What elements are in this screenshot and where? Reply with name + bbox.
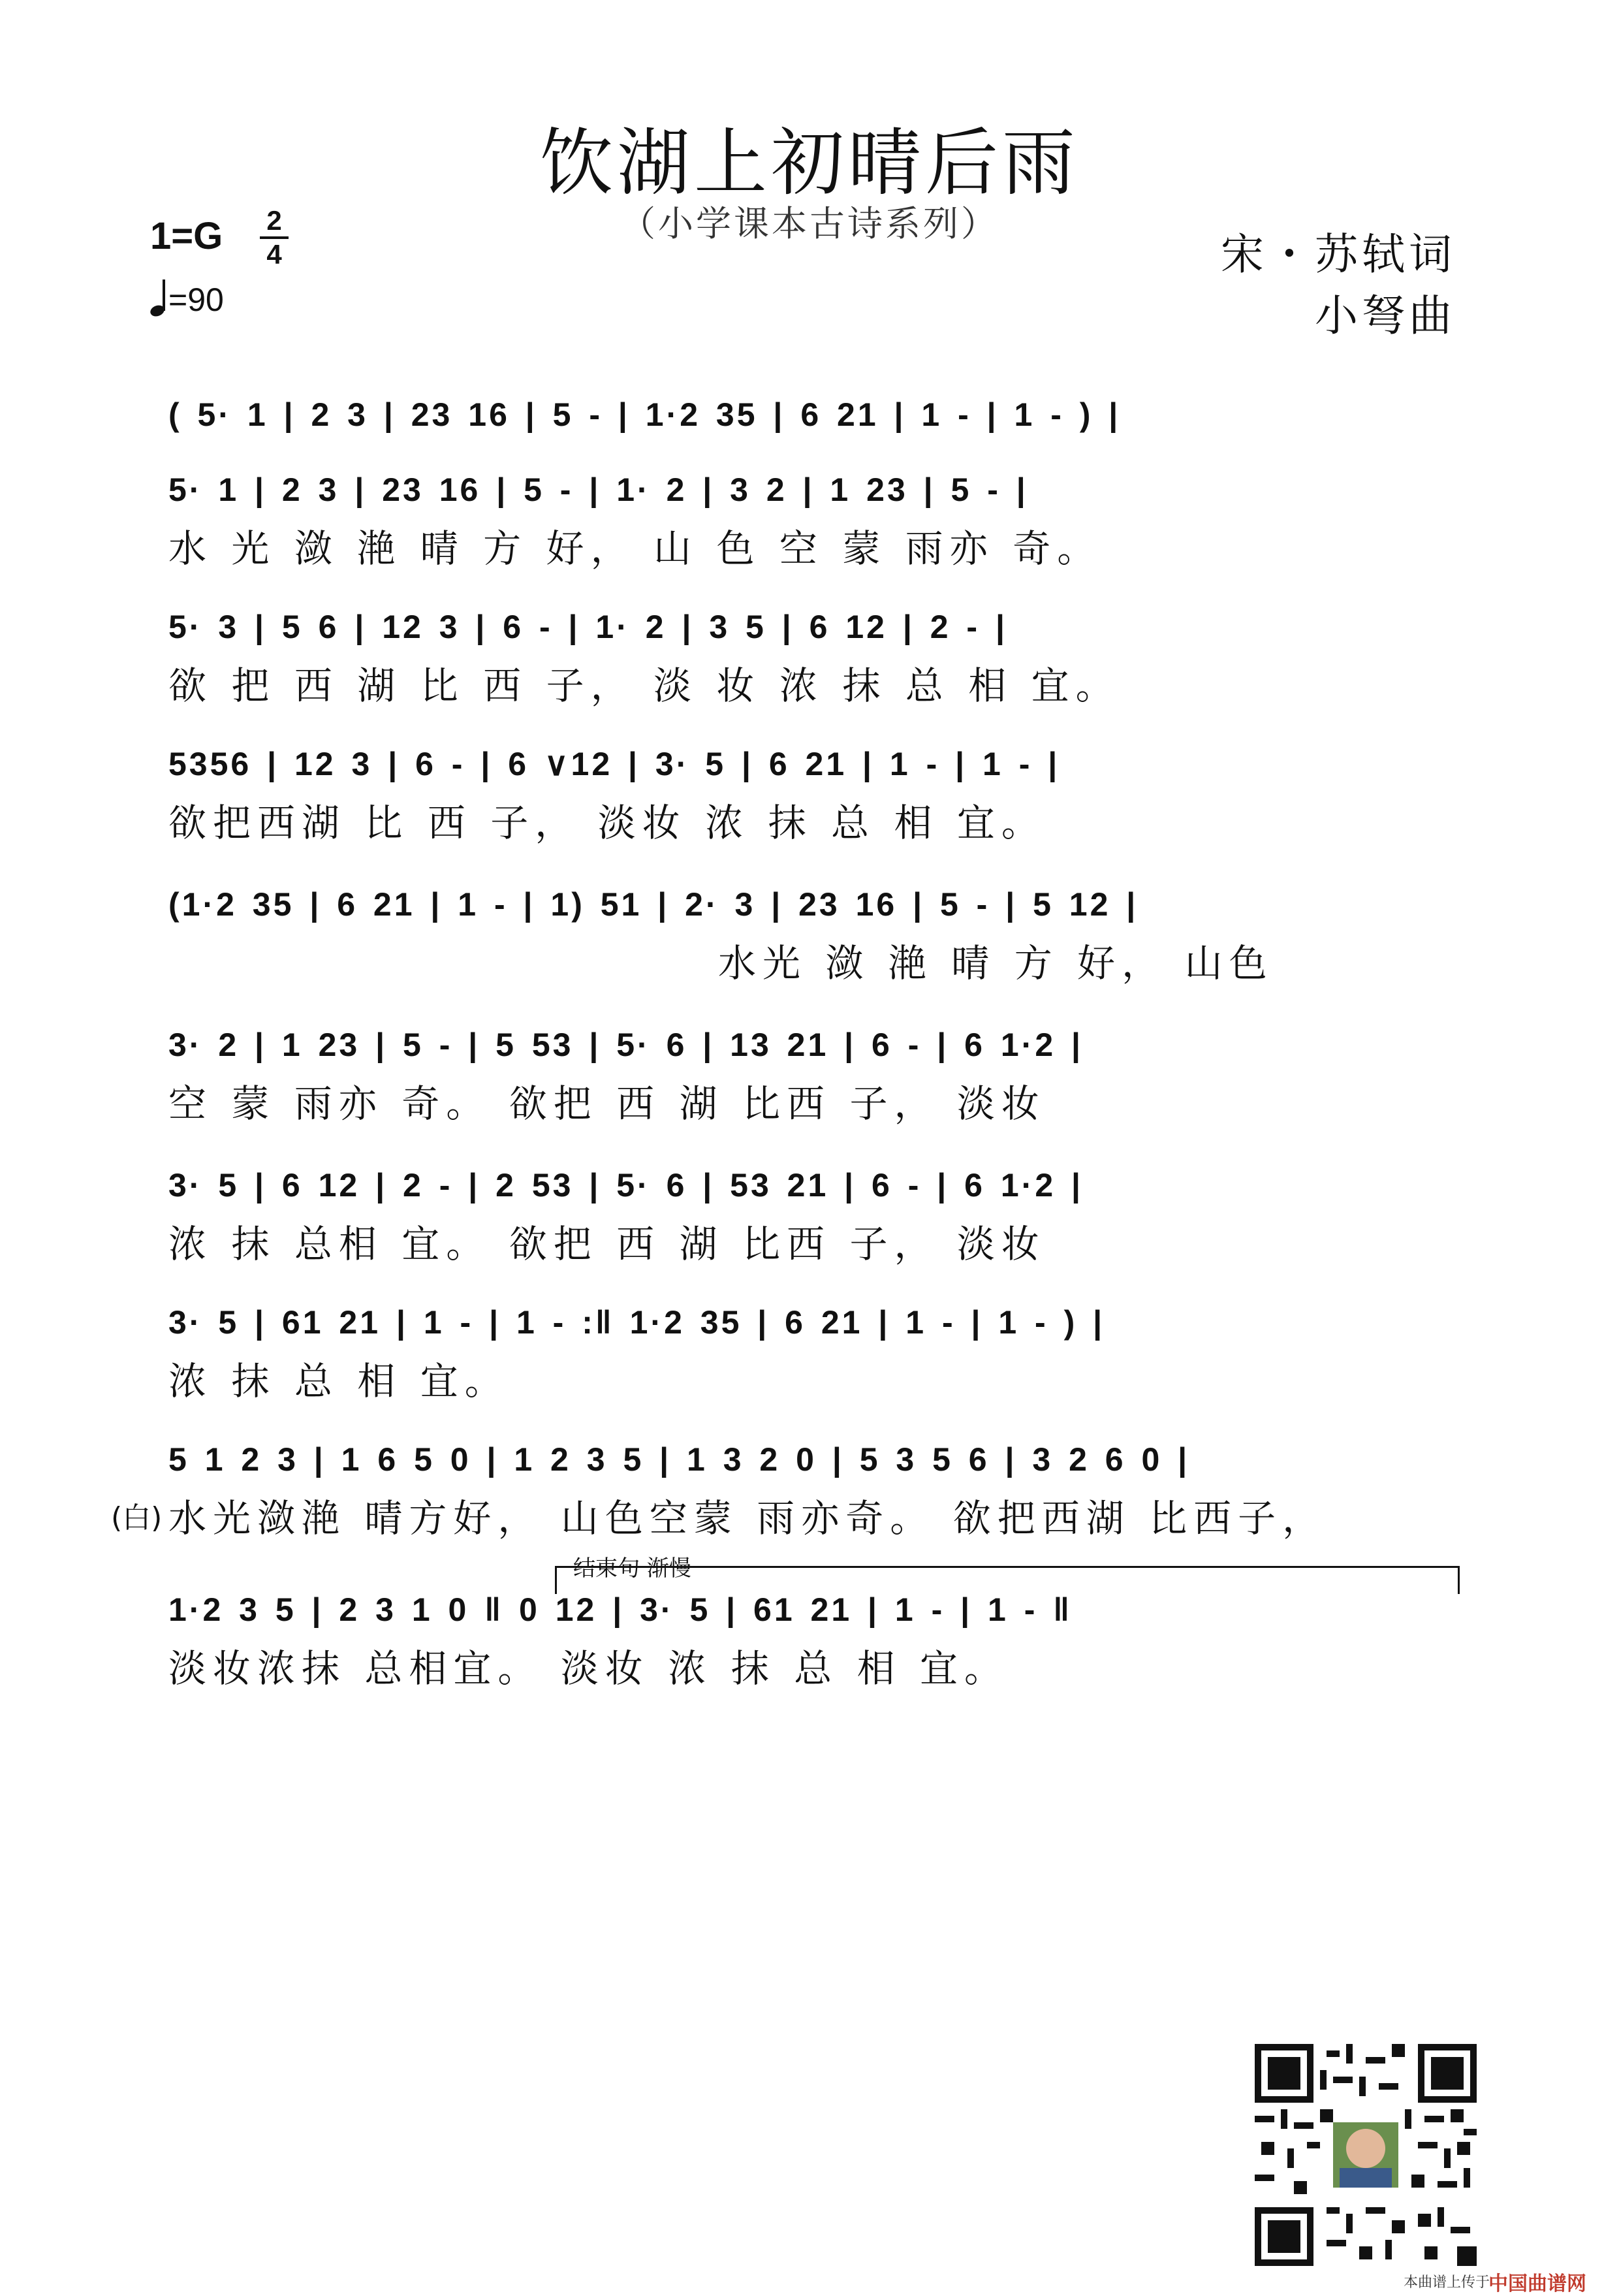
tempo-marking [150,278,224,319]
notation-row-2: 5· 1 | 2 3 | 23 16 | 5 - | 1· 2 | 3 2 | 1 23 | 5 - | [168,471,1028,508]
notation-row-1: ( 5· 1 | 2 3 | 23 16 | 5 - | 1·2 35 | 6 21 | 1 - | 1 - ) | [168,396,1121,433]
site-logo: 中国曲谱网 [1488,2272,1586,2295]
quarter-note-icon [150,278,168,316]
lyrics-row-3: 欲 把 西 湖 比 西 子， 淡 妆 浓 抹 总 相 宜。 [168,663,1120,708]
lyrics-row-8: 浓 抹 总 相 宜。 [168,1359,509,1403]
lyrics-row-10: 淡妆浓抹 总相宜。 淡妆 浓 抹 总 相 宜。 [168,1646,1009,1691]
song-title: 饮湖上初晴后雨 [540,121,1079,206]
notation-row-7: 3· 5 | 6 12 | 2 - | 2 53 | 5· 6 | 53 21 | 6 - | 6 1·2 | [168,1167,1084,1204]
lyricist-credit: 宋・苏轼词 [1221,229,1456,279]
notation-row-9: 5 1 2 3 | 1 6 5 0 | 1 2 3 5 | 1 3 2 0 | 5 3 5 6 | 3 2 6 0 | [168,1441,1190,1478]
time-signature-top: 2 [266,205,282,236]
lyrics-row-7: 浓 抹 总相 宜。 欲把 西 湖 比西 子， 淡妆 [168,1222,1046,1266]
tempo-value: =90 [168,281,224,318]
composer-credit: 小弩曲 [1315,291,1456,341]
notation-row-10: 1·2 3 5 | 2 3 1 0 ‖ 0 12 | 3· 5 | 61 21 | 1 - | 1 - ‖ [168,1591,1073,1628]
lyrics-row-5: 水光 潋 滟 晴 方 好， 山色 [718,941,1274,985]
spoken-label: (白) [111,1501,163,1535]
song-subtitle: （小学课本古诗系列） [620,203,999,244]
time-signature [260,206,289,269]
notation-row-4: 5356 | 12 3 | 6 - | 6 ∨12 | 3· 5 | 6 21 | 1 - | 1 - | [168,746,1060,782]
notation-row-3: 5· 3 | 5 6 | 12 3 | 6 - | 1· 2 | 3 5 | 6 12 | 2 - | [168,609,1007,645]
ending-label: 结束句 渐慢 [573,1555,691,1582]
qr-code-icon [1255,2044,1477,2266]
upload-note: 本曲谱上传于 [1404,2274,1490,2291]
lyrics-row-2: 水 光 潋 滟 晴 方 好， 山 色 空 蒙 雨亦 奇。 [168,526,1102,571]
lyrics-row-6: 空 蒙 雨亦 奇。 欲把 西 湖 比西 子， 淡妆 [168,1081,1046,1126]
notation-row-6: 3· 2 | 1 23 | 5 - | 5 53 | 5· 6 | 13 21 | 6 - | 6 1·2 | [168,1027,1084,1063]
lyrics-row-4: 欲把西湖 比 西 子， 淡妆 浓 抹 总 相 宜。 [168,801,1046,845]
notation-row-5: (1·2 35 | 6 21 | 1 - | 1) 51 | 2· 3 | 23 16 | 5 - | 5 12 | [168,886,1139,923]
lyrics-row-9: 水光潋滟 晴方好， 山色空蒙 雨亦奇。 欲把西湖 比西子， [168,1496,1327,1540]
time-signature-bottom: 4 [266,239,282,270]
key-signature: 1=G [150,215,223,257]
notation-row-8: 3· 5 | 61 21 | 1 - | 1 - :‖ 1·2 35 | 6 21 | 1 - | 1 - ) | [168,1304,1105,1341]
